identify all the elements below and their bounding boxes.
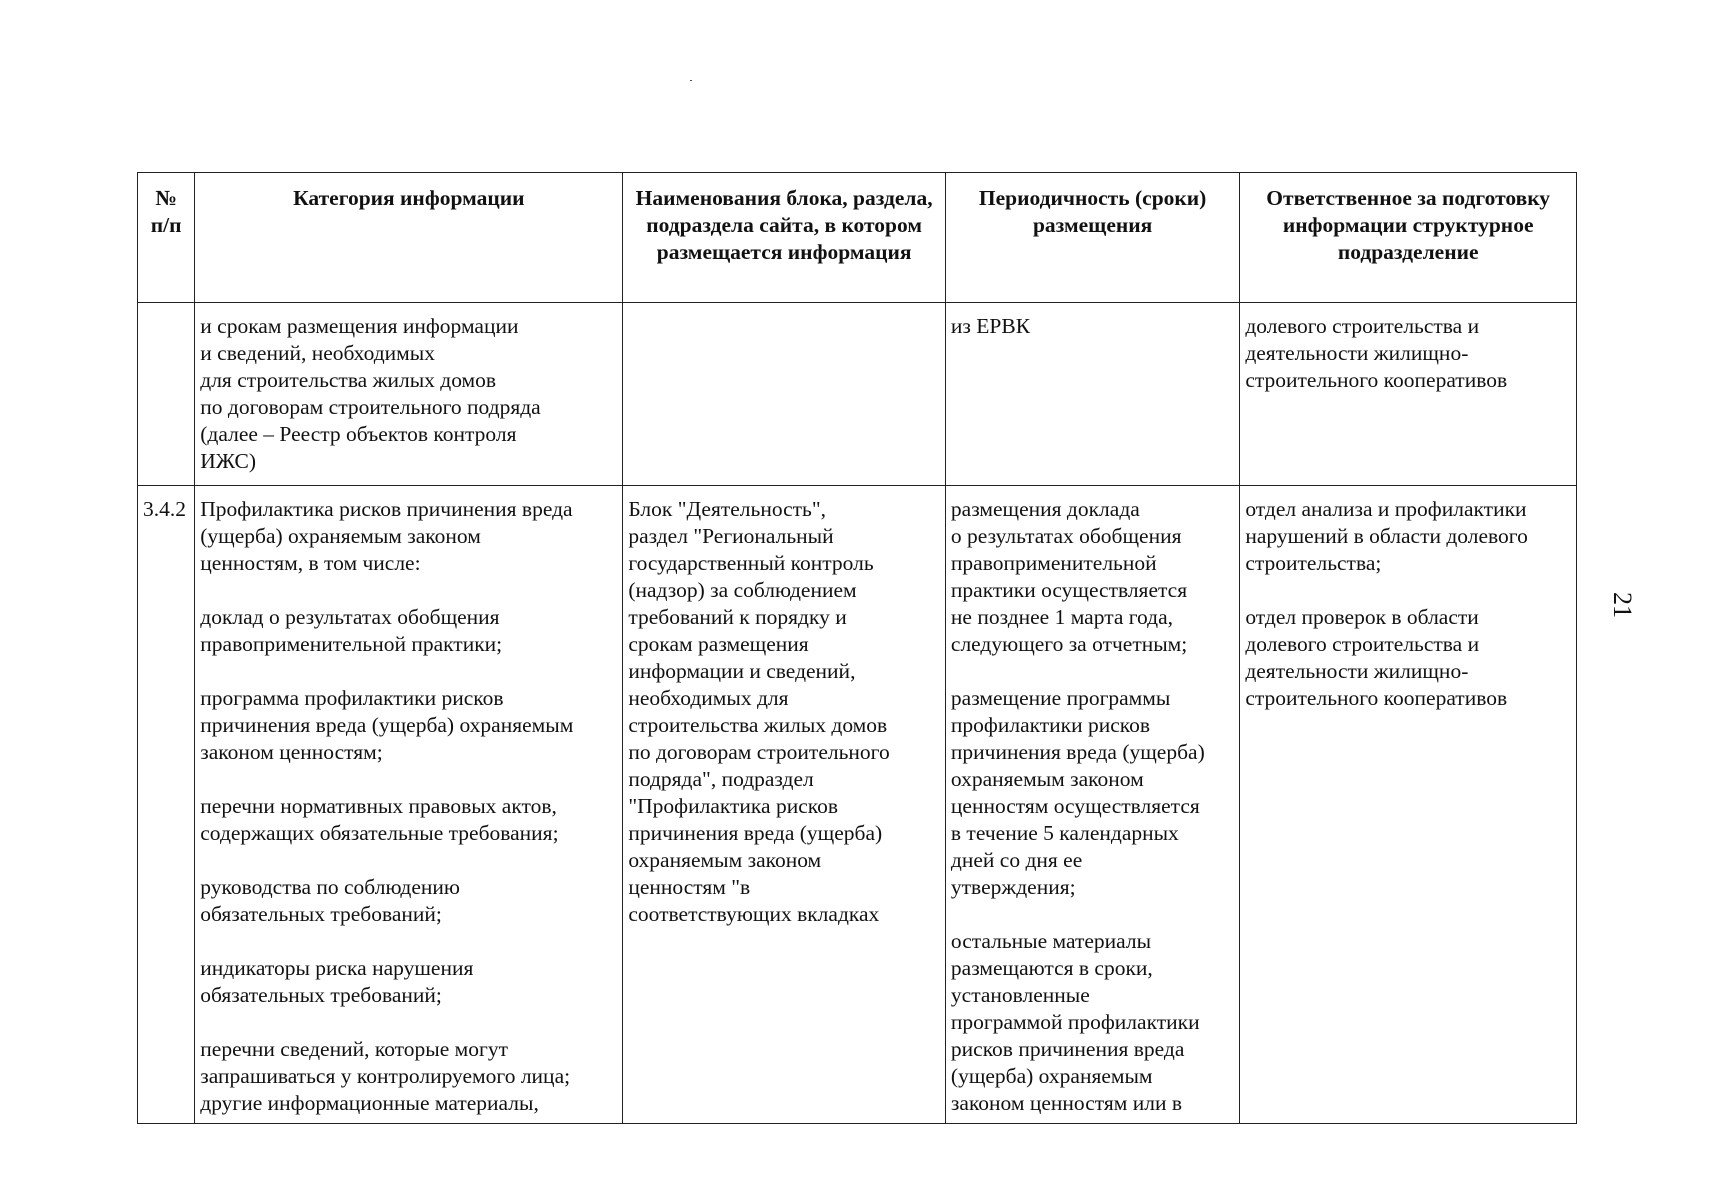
table-row (138, 303, 1577, 486)
header-number: № п/п (138, 173, 195, 303)
header-category: Категория информации (195, 173, 623, 303)
page-number: 21 (1608, 592, 1637, 618)
header-periodicity: Периодичность (сроки) размещения (945, 173, 1239, 303)
cell-category: Профилактика рисков причинения вреда (ущерба) охраняемым законом ценностям, в том числе: доклад о результатах обобщения правоприменительной практики; программа профилактики рисков причинения вреда (ущерба) охраняемым законом ценностям; перечни нормативных правовых актов, содержащих обязательные требования; руководства по соблюдению обязательных требований; индикаторы риска нарушения обязательных требований; перечни сведений, которые могут запрашиваться у контролируемого лица; другие информационные материалы, (195, 486, 623, 1124)
table-header-row (138, 173, 1577, 303)
cell-number: 3.4.2 (138, 486, 195, 1124)
cell-responsible: отдел анализа и профилактики нарушений в области долевого строительства; отдел проверок в области долевого строительства и деятельности жилищно- строительного кооперативов (1240, 486, 1577, 1124)
cell-periodicity: размещения доклада о результатах обобщения правоприменительной практики осуществляется не позднее 1 марта года, следующего за отчетным; размещение программы профилактики рисков причинения вреда (ущерба) охраняемым законом ценностям осуществляется в течение 5 календарных дней со дня ее утверждения; остальные материалы размещаются в сроки, установленные программой профилактики рисков причинения вреда (ущерба) охраняемым законом ценностям или в (945, 486, 1239, 1124)
scan-speck (690, 80, 692, 81)
header-responsible: Ответственное за подготовку информации структурное подразделение (1240, 173, 1577, 303)
cell-category: и срокам размещения информации и сведений, необходимых для строительства жилых домов по договорам строительного подряда (далее – Реестр объектов контроля ИЖС) (195, 303, 623, 486)
cell-periodicity: из ЕРВК (945, 303, 1239, 486)
table-row (138, 486, 1577, 1124)
cell-responsible: долевого строительства и деятельности жилищно- строительного кооперативов (1240, 303, 1577, 486)
cell-number (138, 303, 195, 486)
cell-site-block (623, 303, 946, 486)
header-site-block: Наименования блока, раздела, подраздела сайта, в котором размещается информация (623, 173, 946, 303)
cell-site-block: Блок "Деятельность", раздел "Региональный государственный контроль (надзор) за соблюдением требований к порядку и срокам размещения информации и сведений, необходимых для строительства жилых домов по договорам строительного подряда", подраздел "Профилактика рисков причинения вреда (ущерба) охраняемым законом ценностям "в соответствующих вкладках (623, 486, 946, 1124)
info-table (137, 172, 1577, 1124)
